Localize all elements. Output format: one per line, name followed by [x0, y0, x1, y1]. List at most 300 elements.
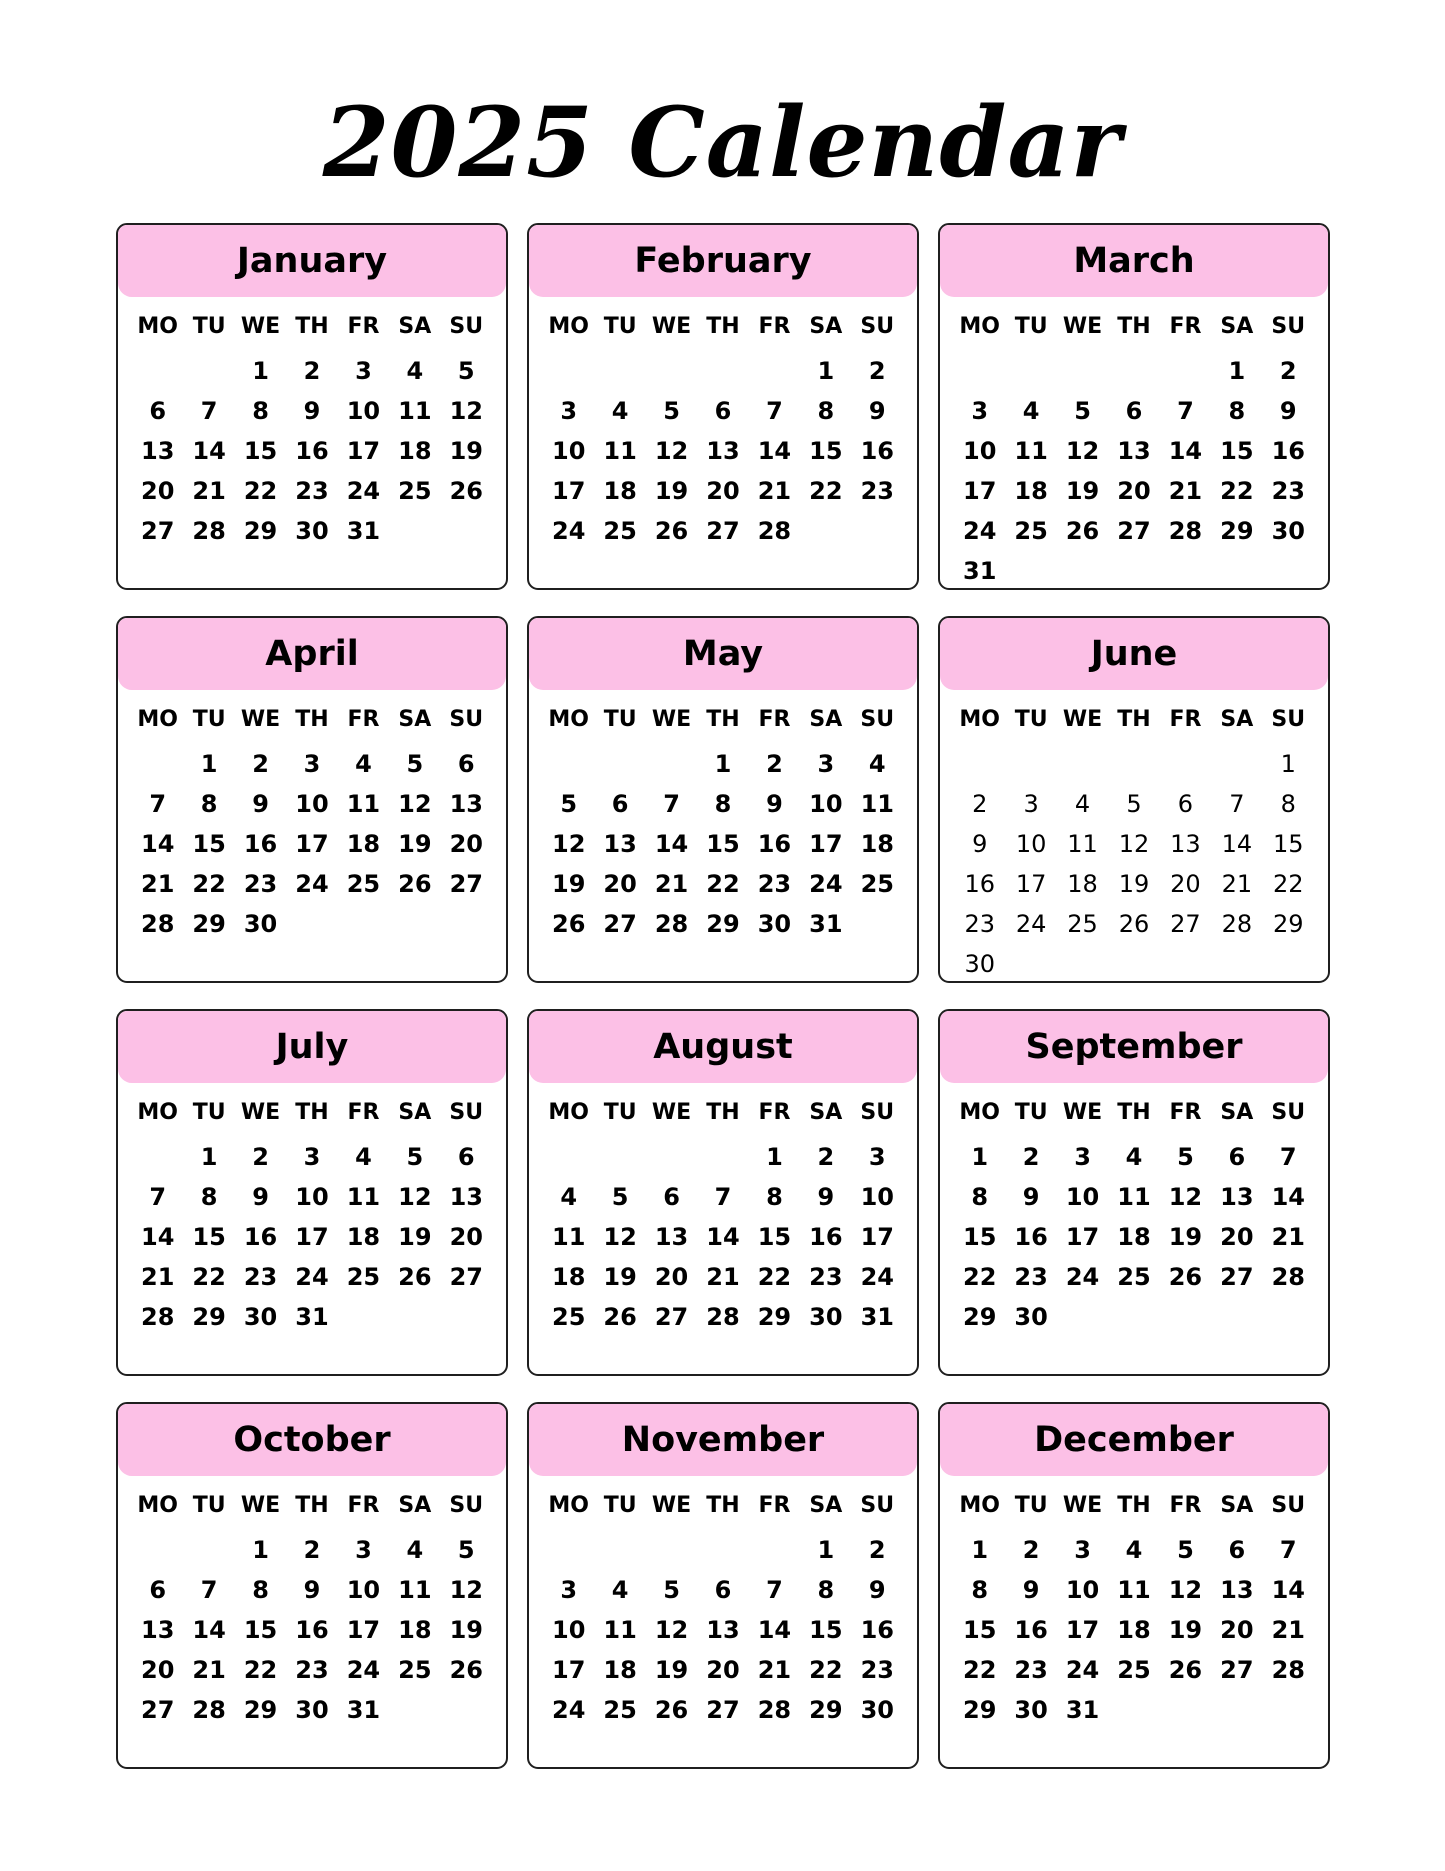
week-row	[118, 1530, 506, 1570]
month-title: May	[529, 618, 917, 690]
weekday-label: SA	[809, 1492, 843, 1518]
weekday-label: FR	[1169, 1099, 1202, 1125]
day-cell: 23	[964, 910, 995, 938]
day-cell: 3	[355, 1536, 372, 1564]
month-card-april	[116, 616, 508, 983]
day-cell: 5	[1177, 1536, 1194, 1564]
weekday-label: TU	[603, 1099, 637, 1125]
day-cell: 12	[1168, 1576, 1203, 1604]
day-cell: 15	[757, 1223, 792, 1251]
weekday-label: SU	[860, 1492, 895, 1518]
day-cell: 25	[346, 1263, 381, 1291]
day-cell: 8	[766, 1183, 783, 1211]
day-cell: 23	[295, 477, 329, 505]
day-cell: 4	[355, 750, 372, 778]
day-cell: 25	[603, 1696, 637, 1724]
week-row	[529, 1257, 917, 1297]
day-cell: 11	[552, 1223, 586, 1251]
day-cell: 11	[346, 1183, 381, 1211]
weekday-label: TH	[706, 706, 740, 732]
day-cell: 25	[1014, 517, 1048, 545]
week-row	[529, 744, 917, 784]
day-cell: 5	[663, 397, 680, 425]
day-cell: 3	[355, 357, 372, 385]
week-row	[118, 1570, 506, 1610]
day-cell: 4	[1074, 790, 1091, 818]
week-row	[940, 944, 1328, 983]
day-cell: 2	[1022, 1536, 1040, 1564]
week-row	[940, 1297, 1328, 1337]
day-cell: 23	[243, 870, 278, 898]
day-cell: 17	[1065, 1616, 1100, 1644]
day-cell: 20	[1170, 870, 1201, 898]
weekday-label: SU	[449, 1492, 484, 1518]
day-cell: 24	[346, 477, 381, 505]
day-cell: 16	[295, 1616, 329, 1644]
day-cell: 22	[243, 1656, 278, 1684]
weekday-label: WE	[1062, 1099, 1103, 1125]
day-cell: 29	[757, 1303, 792, 1331]
day-cell: 24	[295, 870, 329, 898]
weekday-label: SA	[809, 313, 843, 339]
day-cell: 26	[1168, 1656, 1203, 1684]
weekday-label: MO	[548, 313, 590, 339]
week-row	[940, 1610, 1328, 1650]
week-row	[940, 351, 1328, 391]
month-card-july	[116, 1009, 508, 1376]
day-cell: 3	[817, 750, 835, 778]
weekday-label: SA	[398, 1492, 432, 1518]
day-cell: 30	[964, 950, 995, 978]
day-cell: 19	[449, 1616, 483, 1644]
day-cell: 26	[1065, 517, 1100, 545]
day-cell: 4	[868, 750, 886, 778]
week-row	[529, 824, 917, 864]
day-cell: 31	[346, 1696, 381, 1724]
week-row	[940, 784, 1328, 824]
day-cell: 5	[457, 1536, 475, 1564]
day-cell: 18	[603, 1656, 637, 1684]
day-cell: 31	[809, 910, 843, 938]
day-cell: 5	[560, 790, 578, 818]
weekday-header	[940, 1091, 1328, 1133]
months-grid	[116, 223, 1330, 1769]
day-cell: 20	[706, 1656, 740, 1684]
day-cell: 14	[192, 1616, 226, 1644]
day-cell: 9	[766, 790, 783, 818]
day-cell: 14	[757, 1616, 792, 1644]
day-cell: 3	[303, 1143, 321, 1171]
day-cell: 9	[1022, 1576, 1040, 1604]
day-cell: 30	[1014, 1303, 1048, 1331]
weekday-label: MO	[548, 1099, 590, 1125]
week-row	[529, 471, 917, 511]
weekday-header	[118, 305, 506, 347]
weekday-label: TH	[706, 313, 740, 339]
week-row	[940, 1570, 1328, 1610]
day-cell: 18	[1117, 1616, 1151, 1644]
week-row	[118, 784, 506, 824]
week-row	[940, 744, 1328, 784]
day-cell: 13	[603, 830, 637, 858]
day-cell: 2	[972, 790, 988, 818]
day-cell: 29	[192, 910, 226, 938]
weekday-label: SU	[1271, 706, 1306, 732]
day-cell: 23	[243, 1263, 278, 1291]
weekday-label: SA	[398, 706, 432, 732]
day-cell: 13	[706, 437, 740, 465]
day-cell: 5	[406, 750, 424, 778]
day-cell: 5	[611, 1183, 629, 1211]
day-cell: 29	[243, 517, 278, 545]
day-cell: 19	[1168, 1616, 1203, 1644]
week-row	[940, 431, 1328, 471]
day-cell: 16	[243, 1223, 278, 1251]
day-cell: 31	[860, 1303, 894, 1331]
weekday-header	[529, 305, 917, 347]
week-row	[529, 1650, 917, 1690]
day-cell: 26	[398, 870, 432, 898]
day-cell: 18	[552, 1263, 586, 1291]
month-card-december	[938, 1402, 1330, 1769]
day-grid	[940, 351, 1328, 590]
day-cell: 10	[295, 1183, 329, 1211]
day-cell: 24	[346, 1656, 381, 1684]
weekday-label: SU	[449, 1099, 484, 1125]
weekday-label: FR	[347, 1492, 380, 1518]
day-cell: 8	[252, 397, 269, 425]
day-cell: 17	[1065, 1223, 1100, 1251]
week-row	[118, 744, 506, 784]
weekday-label: SA	[1220, 313, 1254, 339]
day-cell: 27	[603, 910, 637, 938]
weekday-header	[529, 1091, 917, 1133]
day-cell: 12	[449, 1576, 483, 1604]
day-cell: 13	[1170, 830, 1201, 858]
day-cell: 19	[398, 1223, 432, 1251]
day-cell: 15	[809, 1616, 843, 1644]
week-row	[529, 1570, 917, 1610]
day-cell: 7	[1229, 790, 1245, 818]
day-cell: 28	[1221, 910, 1253, 938]
day-cell: 12	[398, 790, 432, 818]
day-cell: 7	[663, 790, 680, 818]
day-cell: 26	[603, 1303, 637, 1331]
day-cell: 7	[766, 397, 783, 425]
day-cell: 18	[398, 437, 432, 465]
day-cell: 28	[141, 1303, 175, 1331]
day-cell: 1	[817, 1536, 835, 1564]
weekday-label: SA	[809, 706, 843, 732]
day-cell: 10	[552, 1616, 586, 1644]
day-cell: 6	[663, 1183, 680, 1211]
day-cell: 13	[654, 1223, 689, 1251]
day-cell: 8	[817, 1576, 835, 1604]
day-cell: 3	[971, 397, 989, 425]
week-row	[118, 1650, 506, 1690]
day-cell: 10	[1065, 1183, 1100, 1211]
day-cell: 2	[868, 1536, 886, 1564]
page-title: 2025 Calendar	[322, 86, 1123, 199]
day-cell: 27	[654, 1303, 689, 1331]
day-cell: 11	[603, 1616, 637, 1644]
weekday-label: TH	[295, 313, 329, 339]
week-row	[529, 431, 917, 471]
day-cell: 3	[560, 397, 578, 425]
day-cell: 20	[141, 1656, 175, 1684]
day-cell: 30	[1014, 1696, 1048, 1724]
day-cell: 14	[757, 437, 792, 465]
day-cell: 3	[868, 1143, 886, 1171]
day-cell: 1	[817, 357, 835, 385]
week-row	[118, 1610, 506, 1650]
day-cell: 20	[1220, 1616, 1254, 1644]
day-cell: 14	[1221, 830, 1253, 858]
week-row	[940, 1530, 1328, 1570]
day-cell: 22	[809, 477, 843, 505]
weekday-label: TH	[1117, 706, 1151, 732]
day-cell: 6	[457, 1143, 475, 1171]
day-cell: 21	[757, 1656, 792, 1684]
weekday-label: MO	[959, 313, 1001, 339]
month-title: September	[940, 1011, 1328, 1083]
day-cell: 4	[406, 357, 424, 385]
day-cell: 3	[560, 1576, 578, 1604]
day-cell: 5	[406, 1143, 424, 1171]
week-row	[529, 1690, 917, 1730]
day-cell: 23	[1014, 1656, 1048, 1684]
week-row	[529, 1610, 917, 1650]
month-title: November	[529, 1404, 917, 1476]
day-cell: 17	[346, 437, 381, 465]
week-row	[529, 351, 917, 391]
day-cell: 13	[1117, 437, 1151, 465]
day-cell: 13	[1220, 1183, 1254, 1211]
day-cell: 4	[611, 397, 629, 425]
day-cell: 27	[449, 1263, 483, 1291]
day-cell: 19	[552, 870, 586, 898]
day-cell: 4	[1125, 1536, 1143, 1564]
weekday-label: FR	[758, 313, 791, 339]
day-cell: 14	[1168, 437, 1203, 465]
week-row	[940, 1137, 1328, 1177]
week-row	[529, 1137, 917, 1177]
day-cell: 16	[1014, 1616, 1048, 1644]
day-cell: 28	[757, 517, 792, 545]
month-card-june	[938, 616, 1330, 983]
day-cell: 8	[200, 1183, 218, 1211]
day-cell: 11	[860, 790, 894, 818]
day-cell: 27	[706, 1696, 740, 1724]
day-cell: 16	[1014, 1223, 1048, 1251]
day-cell: 28	[192, 517, 226, 545]
day-grid	[529, 1137, 917, 1337]
day-cell: 14	[706, 1223, 740, 1251]
weekday-label: SA	[1220, 1099, 1254, 1125]
day-cell: 10	[295, 790, 329, 818]
day-cell: 4	[560, 1183, 578, 1211]
day-cell: 18	[346, 1223, 381, 1251]
day-cell: 10	[552, 437, 586, 465]
day-cell: 6	[149, 397, 167, 425]
month-title: April	[118, 618, 506, 690]
day-cell: 1	[1228, 357, 1246, 385]
day-cell: 28	[654, 910, 689, 938]
day-grid	[118, 351, 506, 551]
day-cell: 25	[346, 870, 381, 898]
day-cell: 21	[757, 477, 792, 505]
day-cell: 29	[809, 1696, 843, 1724]
day-cell: 27	[1170, 910, 1201, 938]
day-cell: 14	[141, 830, 175, 858]
day-cell: 26	[1118, 910, 1150, 938]
week-row	[529, 1297, 917, 1337]
day-cell: 19	[654, 477, 689, 505]
day-cell: 30	[1271, 517, 1305, 545]
day-cell: 6	[1177, 790, 1194, 818]
day-cell: 7	[714, 1183, 732, 1211]
day-cell: 30	[757, 910, 792, 938]
day-cell: 3	[1074, 1536, 1091, 1564]
day-cell: 22	[192, 1263, 226, 1291]
weekday-label: TU	[192, 1099, 226, 1125]
day-cell: 6	[714, 1576, 732, 1604]
day-cell: 2	[303, 1536, 321, 1564]
month-card-august	[527, 1009, 919, 1376]
day-cell: 22	[192, 870, 226, 898]
weekday-label: SU	[1271, 1099, 1306, 1125]
weekday-label: WE	[651, 313, 692, 339]
day-cell: 2	[766, 750, 783, 778]
day-cell: 7	[200, 1576, 218, 1604]
week-row	[940, 864, 1328, 904]
weekday-label: TU	[1014, 313, 1048, 339]
day-cell: 11	[346, 790, 381, 818]
day-cell: 21	[192, 477, 226, 505]
month-title: February	[529, 225, 917, 297]
day-cell: 12	[654, 437, 689, 465]
weekday-label: TH	[295, 1492, 329, 1518]
month-title: August	[529, 1011, 917, 1083]
week-row	[529, 784, 917, 824]
day-cell: 23	[1014, 1263, 1048, 1291]
weekday-label: SA	[1220, 706, 1254, 732]
day-cell: 16	[860, 1616, 894, 1644]
day-cell: 8	[252, 1576, 269, 1604]
day-grid	[529, 744, 917, 944]
month-title: January	[118, 225, 506, 297]
day-cell: 22	[1220, 477, 1254, 505]
day-cell: 13	[449, 790, 483, 818]
day-cell: 19	[449, 437, 483, 465]
day-cell: 6	[149, 1576, 167, 1604]
weekday-label: TH	[295, 1099, 329, 1125]
day-cell: 17	[809, 830, 843, 858]
week-row	[118, 1257, 506, 1297]
day-cell: 11	[398, 1576, 432, 1604]
day-cell: 21	[654, 870, 689, 898]
weekday-label: FR	[758, 1099, 791, 1125]
day-cell: 8	[714, 790, 732, 818]
day-cell: 7	[1177, 397, 1194, 425]
day-cell: 6	[714, 397, 732, 425]
weekday-header	[529, 1484, 917, 1526]
day-cell: 11	[398, 397, 432, 425]
day-cell: 30	[295, 517, 329, 545]
day-cell: 1	[714, 750, 732, 778]
day-cell: 24	[1065, 1656, 1100, 1684]
weekday-label: WE	[240, 1492, 281, 1518]
day-cell: 11	[1117, 1183, 1151, 1211]
weekday-header	[118, 1091, 506, 1133]
weekday-label: TH	[1117, 313, 1151, 339]
day-cell: 22	[809, 1656, 843, 1684]
day-cell: 12	[654, 1616, 689, 1644]
weekday-label: WE	[651, 706, 692, 732]
day-cell: 15	[192, 830, 226, 858]
day-cell: 1	[200, 1143, 218, 1171]
day-cell: 25	[398, 477, 432, 505]
day-cell: 14	[654, 830, 689, 858]
day-cell: 17	[963, 477, 997, 505]
day-cell: 30	[860, 1696, 894, 1724]
day-cell: 30	[243, 910, 278, 938]
day-cell: 18	[398, 1616, 432, 1644]
day-cell: 10	[1015, 830, 1047, 858]
day-cell: 7	[1279, 1536, 1297, 1564]
day-cell: 27	[1220, 1656, 1254, 1684]
month-card-january	[116, 223, 508, 590]
day-cell: 27	[1220, 1263, 1254, 1291]
day-cell: 21	[1168, 477, 1203, 505]
day-cell: 5	[457, 357, 475, 385]
weekday-label: MO	[959, 706, 1001, 732]
day-cell: 5	[1126, 790, 1142, 818]
day-cell: 24	[295, 1263, 329, 1291]
day-cell: 10	[860, 1183, 894, 1211]
day-cell: 14	[192, 437, 226, 465]
day-cell: 21	[1271, 1223, 1305, 1251]
day-cell: 31	[963, 557, 997, 585]
week-row	[940, 551, 1328, 590]
weekday-label: SU	[860, 706, 895, 732]
weekday-label: WE	[1062, 1492, 1103, 1518]
weekday-label: WE	[240, 1099, 281, 1125]
day-cell: 24	[1065, 1263, 1100, 1291]
week-row	[118, 431, 506, 471]
weekday-label: WE	[240, 313, 281, 339]
weekday-label: FR	[347, 1099, 380, 1125]
weekday-label: TH	[295, 706, 329, 732]
weekday-header	[118, 1484, 506, 1526]
day-cell: 20	[706, 477, 740, 505]
weekday-label: WE	[651, 1099, 692, 1125]
day-cell: 24	[1015, 910, 1047, 938]
day-cell: 30	[243, 1303, 278, 1331]
day-cell: 25	[552, 1303, 586, 1331]
day-cell: 6	[1228, 1143, 1246, 1171]
day-cell: 12	[552, 830, 586, 858]
month-card-november	[527, 1402, 919, 1769]
day-cell: 24	[552, 1696, 586, 1724]
day-cell: 22	[963, 1263, 997, 1291]
week-row	[940, 511, 1328, 551]
day-cell: 2	[303, 357, 321, 385]
week-row	[940, 391, 1328, 431]
day-cell: 28	[141, 910, 175, 938]
day-cell: 2	[817, 1143, 835, 1171]
day-cell: 4	[1022, 397, 1040, 425]
